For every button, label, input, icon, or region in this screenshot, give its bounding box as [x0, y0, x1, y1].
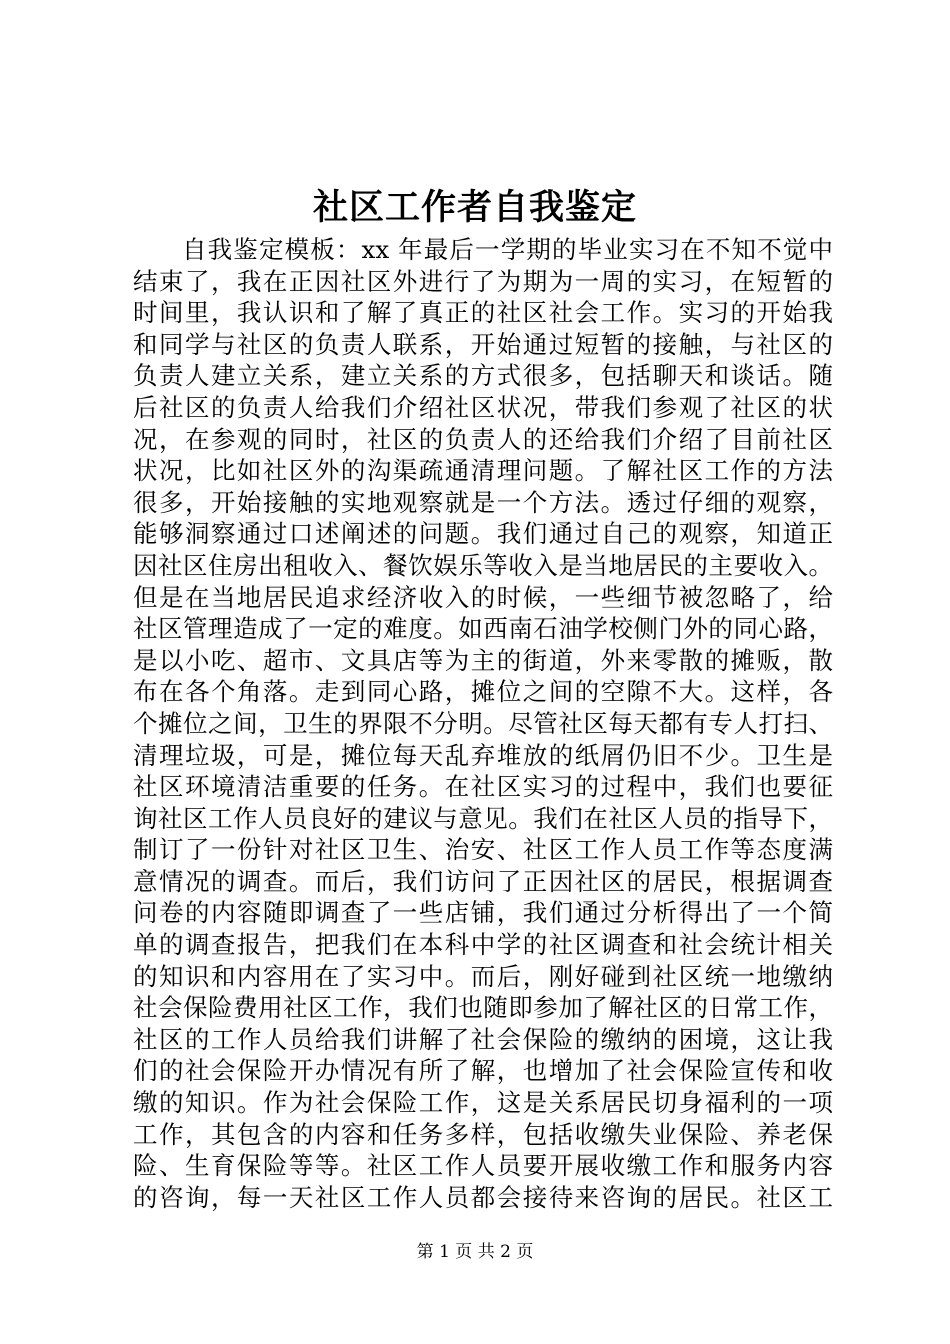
body-line: 能够洞察通过口述阐述的问题。我们通过自己的观察，知道正 — [133, 519, 833, 549]
body-line: 工作，其包含的内容和任务多样，包括收缴失业保险、养老保 — [133, 1119, 833, 1149]
page-number-footer: 第 1 页 共 2 页 — [416, 1242, 534, 1262]
body-line: 社区环境清洁重要的任务。在社区实习的过程中，我们也要征 — [133, 772, 833, 802]
document-body — [133, 234, 833, 1213]
body-line: 社区的工作人员给我们讲解了社会保险的缴纳的困境，这让我 — [133, 1024, 833, 1054]
body-line: 社会保险费用社区工作，我们也随即参加了解社区的日常工作， — [133, 993, 833, 1023]
body-line: 清理垃圾，可是，摊位每天乱弃堆放的纸屑仍旧不少。卫生是 — [133, 740, 833, 770]
body-line: 缴的知识。作为社会保险工作，这是关系居民切身福利的一项 — [133, 1088, 833, 1118]
body-line: 负责人建立关系，建立关系的方式很多，包括聊天和谈话。随 — [133, 361, 833, 391]
body-line: 险、生育保险等等。社区工作人员要开展收缴工作和服务内容 — [133, 1151, 833, 1181]
body-line: 自我鉴定模板：xx 年最后一学期的毕业实习在不知不觉中 — [182, 235, 833, 264]
body-line: 问卷的内容随即调查了一些店铺，我们通过分析得出了一个简 — [133, 898, 833, 928]
body-line: 制订了一份针对社区卫生、治安、社区工作人员工作等态度满 — [133, 835, 833, 865]
body-line: 状况，比如社区外的沟渠疏通清理问题。了解社区工作的方法 — [133, 456, 833, 486]
body-line: 但是在当地居民追求经济收入的时候，一些细节被忽略了，给 — [133, 582, 833, 612]
body-line: 意情况的调查。而后，我们访问了正因社区的居民，根据调查 — [133, 866, 833, 896]
body-line: 时间里，我认识和了解了真正的社区社会工作。实习的开始我 — [133, 298, 833, 328]
document-title: 社区工作者自我鉴定 — [312, 187, 637, 228]
body-line: 们的社会保险开办情况有所了解，也增加了社会保险宣传和收 — [133, 1056, 833, 1086]
body-line: 个摊位之间，卫生的界限不分明。尽管社区每天都有专人打扫、 — [133, 708, 833, 738]
body-line: 布在各个角落。走到同心路，摊位之间的空隙不大。这样，各 — [133, 677, 833, 707]
body-line: 很多，开始接触的实地观察就是一个方法。透过仔细的观察， — [133, 487, 833, 517]
body-line: 况，在参观的同时，社区的负责人的还给我们介绍了目前社区 — [133, 424, 833, 454]
body-line: 后社区的负责人给我们介绍社区状况，带我们参观了社区的状 — [133, 392, 833, 422]
body-line: 和同学与社区的负责人联系，开始通过短暂的接触，与社区的 — [133, 329, 833, 359]
body-line: 结束了，我在正因社区外进行了为期为一周的实习，在短暂的 — [133, 266, 833, 296]
body-line: 的知识和内容用在了实习中。而后，刚好碰到社区统一地缴纳 — [133, 961, 833, 991]
body-line: 询社区工作人员良好的建议与意见。我们在社区人员的指导下， — [133, 803, 833, 833]
body-line: 的咨询，每一天社区工作人员都会接待来咨询的居民。社区工 — [133, 1182, 833, 1212]
body-line: 社区管理造成了一定的难度。如西南石油学校侧门外的同心路， — [133, 614, 833, 644]
body-line: 因社区住房出租收入、餐饮娱乐等收入是当地居民的主要收入。 — [133, 550, 833, 580]
body-line: 是以小吃、超市、文具店等为主的街道，外来零散的摊贩，散 — [133, 645, 833, 675]
body-line: 单的调查报告，把我们在本科中学的社区调查和社会统计相关 — [133, 930, 833, 960]
